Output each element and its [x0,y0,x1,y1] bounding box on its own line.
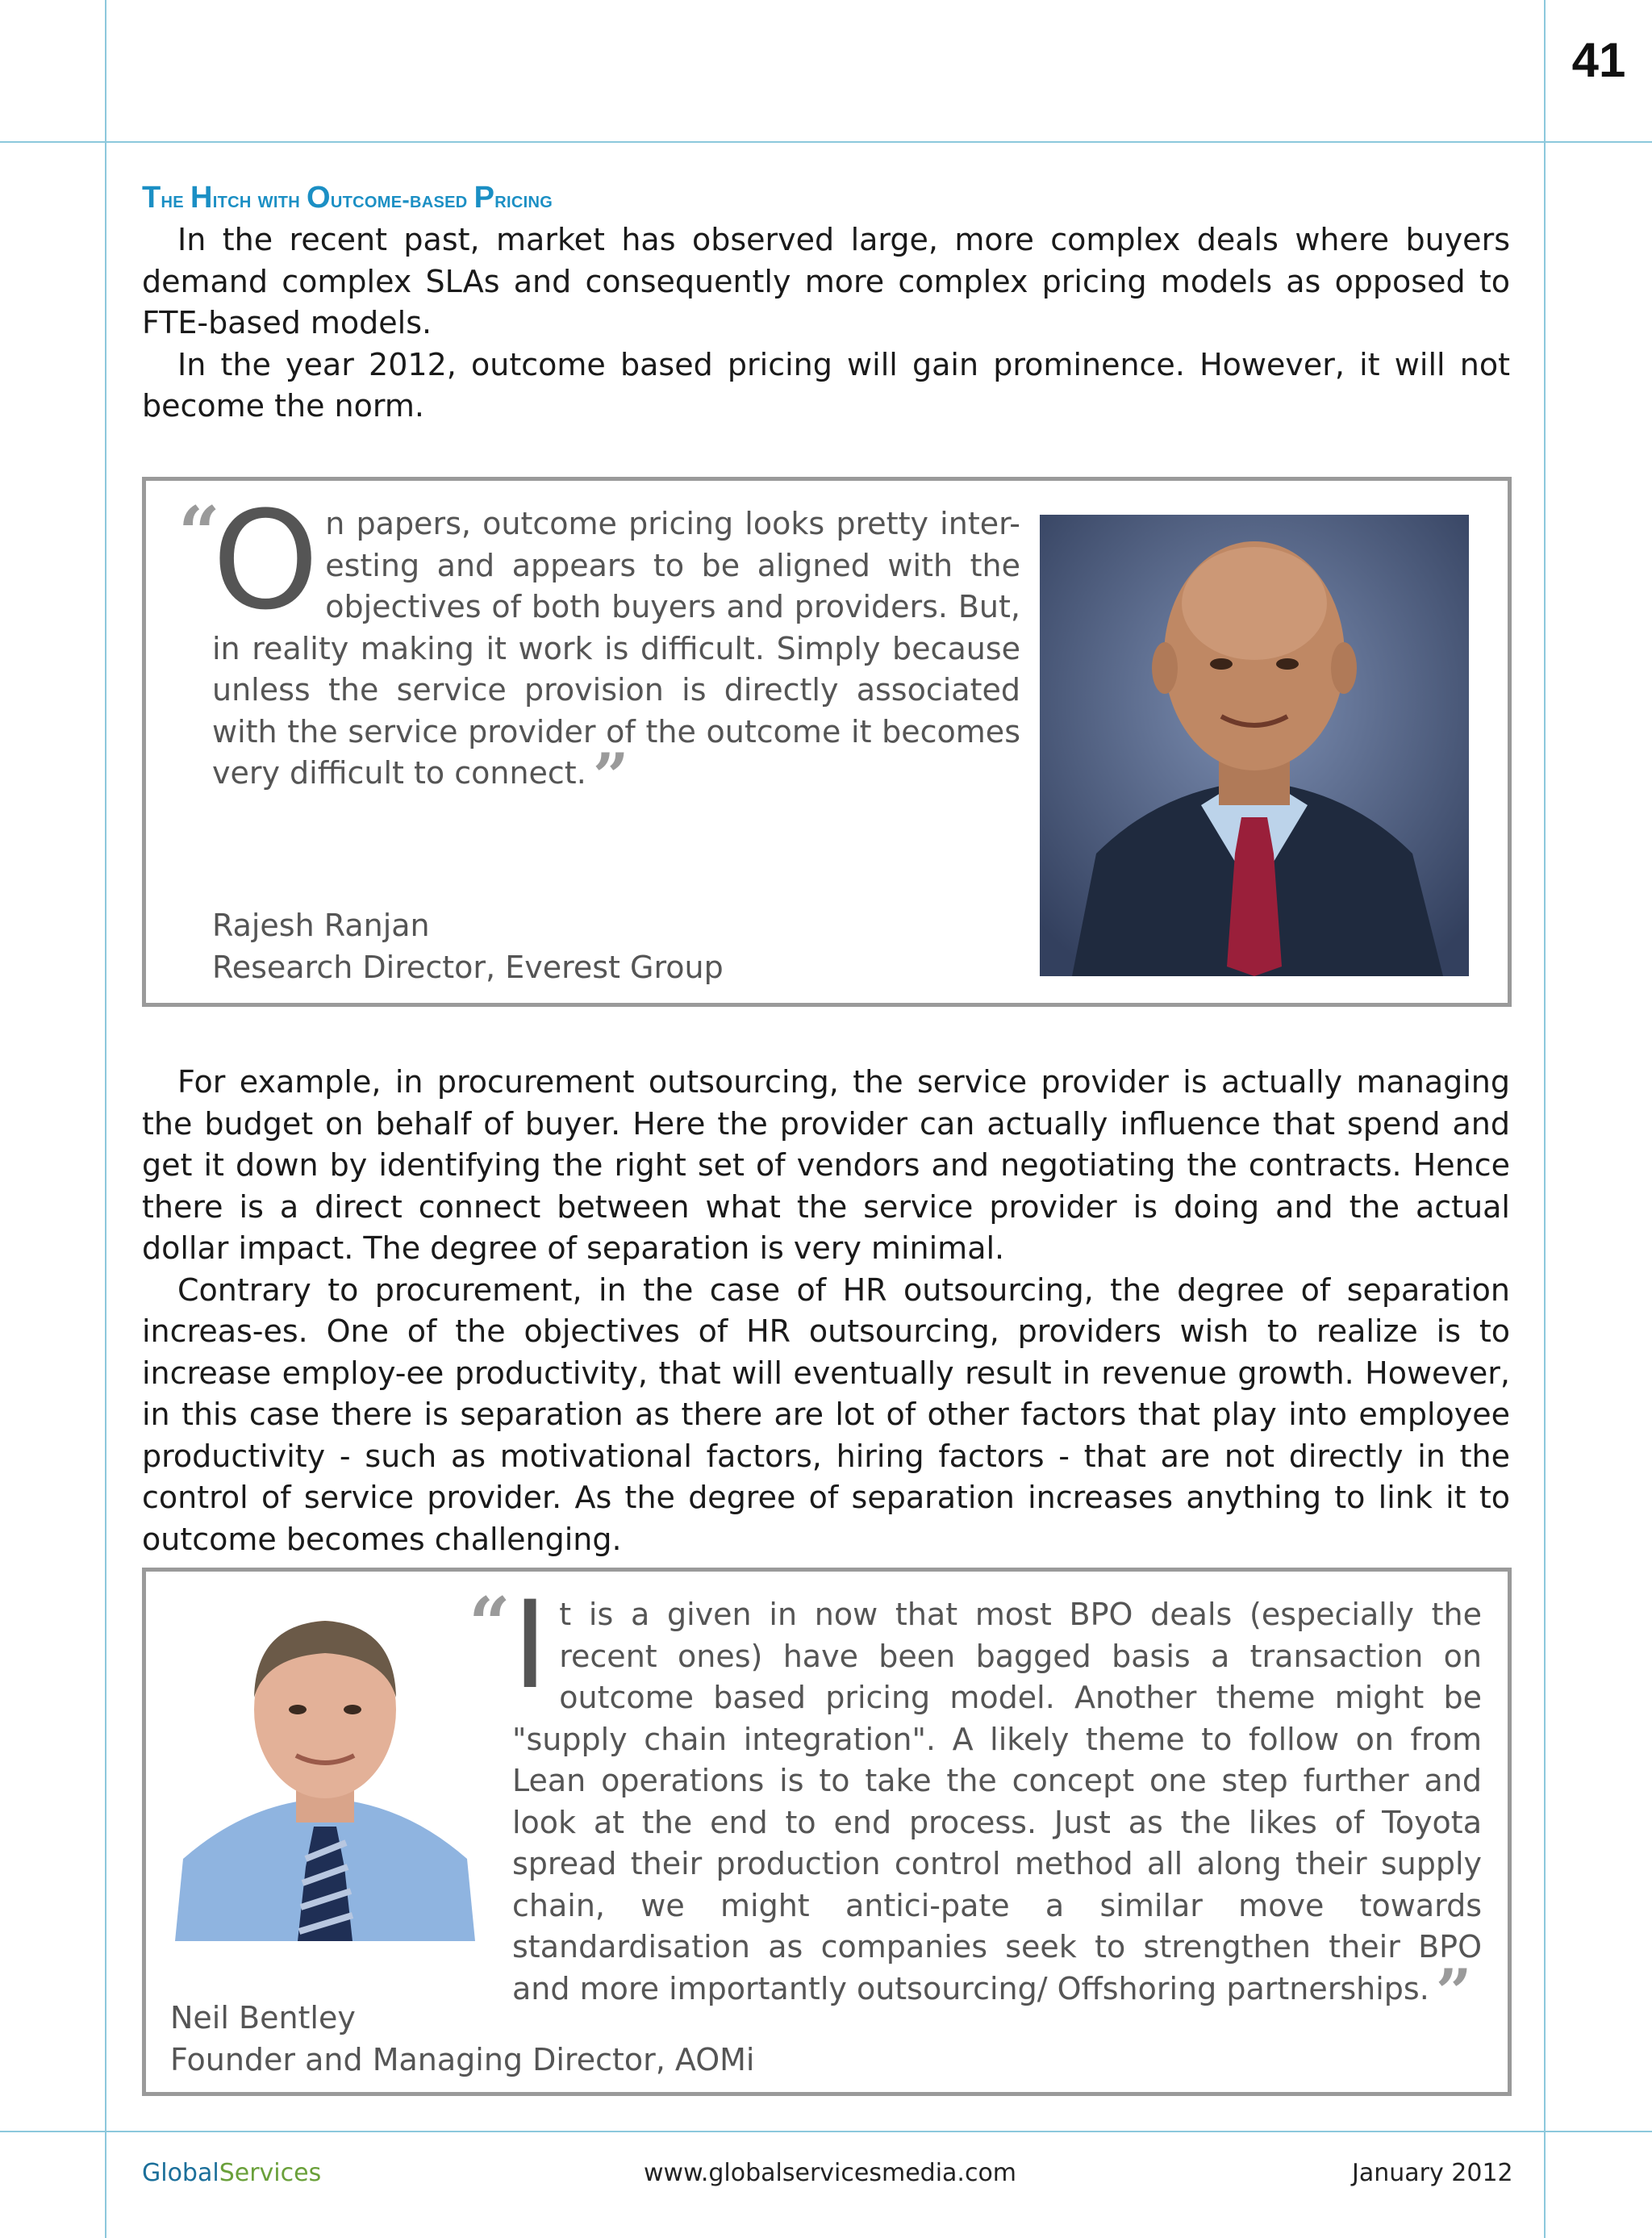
heading-part: O [307,181,331,215]
author-photo [175,1601,475,1941]
portrait-illustration [1040,515,1469,976]
heading-part: T [142,181,161,215]
top-guide-line [0,141,1652,143]
quote-body: t is a given in now that most BPO deals (especially the recent ones) have been bagged basis a transaction on outcome based pricing model. Another theme might be "supply chain integration". A likely theme to follow on from Lean operations is to take the concept one step further and look at the end to end process. Just as the likes of Toyota spread their production control method all along their supply chain, we might antici-pate a similar move towards standardisation as companies seek to strengthen their BPO and more importantly outsourcing/ Offshoring partnerships. [512,1597,1482,2006]
body-paragraphs [142,1062,1510,1560]
bottom-guide-line [0,2131,1652,2132]
brand-part-1: Global [142,2159,219,2187]
left-guide-line [105,0,106,2238]
open-quote-icon: “ [178,491,220,576]
page-number: 41 [1571,33,1626,87]
paragraph: In the recent past, market has observed large, more complex deals where buyers demand complex SLAs and consequently more complex pricing models as opposed to FTE-based models. [142,222,1510,340]
author-name: Neil Bentley [170,2000,356,2035]
quote-box-neil [142,1568,1512,2096]
footer-url[interactable]: www.globalservicesmedia.com [644,2159,1017,2187]
quote-text [512,1576,1482,2029]
heading-part: he [161,187,190,212]
quote-text [212,482,1020,813]
open-quote-icon: “ [469,1581,511,1667]
author-photo [1040,515,1469,976]
footer-date: January 2012 [1352,2159,1513,2187]
paragraph: Contrary to procurement, in the case of HR outsourcing, the degree of separation increas-es. One of the objectives of HR outsourcing, providers wish to realize is to increase employ-ee productivity, that will eventually result in revenue growth. However, in this case there is separation as there are lot of other factors that play into employee productivity - such as motivational factors, hiring factors - that are not directly in the control of service provider. As the degree of separation increases anything to link it to outcome becomes challenging. [142,1271,1510,1557]
right-guide-line [1544,0,1546,2238]
author-title: Founder and Managing Director, AOMi [170,2041,755,2077]
close-quote-icon: ” [1435,1955,1472,2029]
portrait-illustration [175,1601,475,1941]
paragraph: For example, in procurement outsourcing, the service provider is actually managing the budget on behalf of buyer. Here the provider can actually influence that spend and get it down by identifying the right set of vendors and negotiating the contracts. Hence there is a direct connect between what the service provider is doing and the actual dollar impact. The degree of separation is very minimal. [142,1064,1510,1266]
heading-part: H [190,181,213,215]
author-name: Rajesh Ranjan [212,908,430,943]
paragraph: In the year 2012, outcome based pricing will gain prominence. However, it will not become the norm. [142,346,1510,424]
heading-part: ricing [494,187,553,212]
quote-attribution [212,905,724,988]
footer-brand [142,2159,321,2187]
quote-body: n papers, outcome pricing looks pretty inter-esting and appears to be aligned with the objectives of both buyers and providers. But, in reality making it work is difficult. Simply because unless the service provision is directly associated with the service provider of the outcome it becomes very difficult to connect. [212,506,1020,791]
quote-attribution [170,1998,755,2081]
heading-part: P [473,181,495,215]
dropcap: I [512,1576,549,1716]
intro-paragraphs [142,219,1510,428]
heading-part: itch with [212,187,307,212]
quote-box-rajesh [142,477,1512,1007]
author-title: Research Director, Everest Group [212,949,724,985]
dropcap: O [212,482,319,640]
heading-part: utcome-based [330,187,474,212]
section-heading [142,181,1513,215]
close-quote-icon: ” [592,740,629,813]
brand-part-2: Services [219,2159,322,2187]
